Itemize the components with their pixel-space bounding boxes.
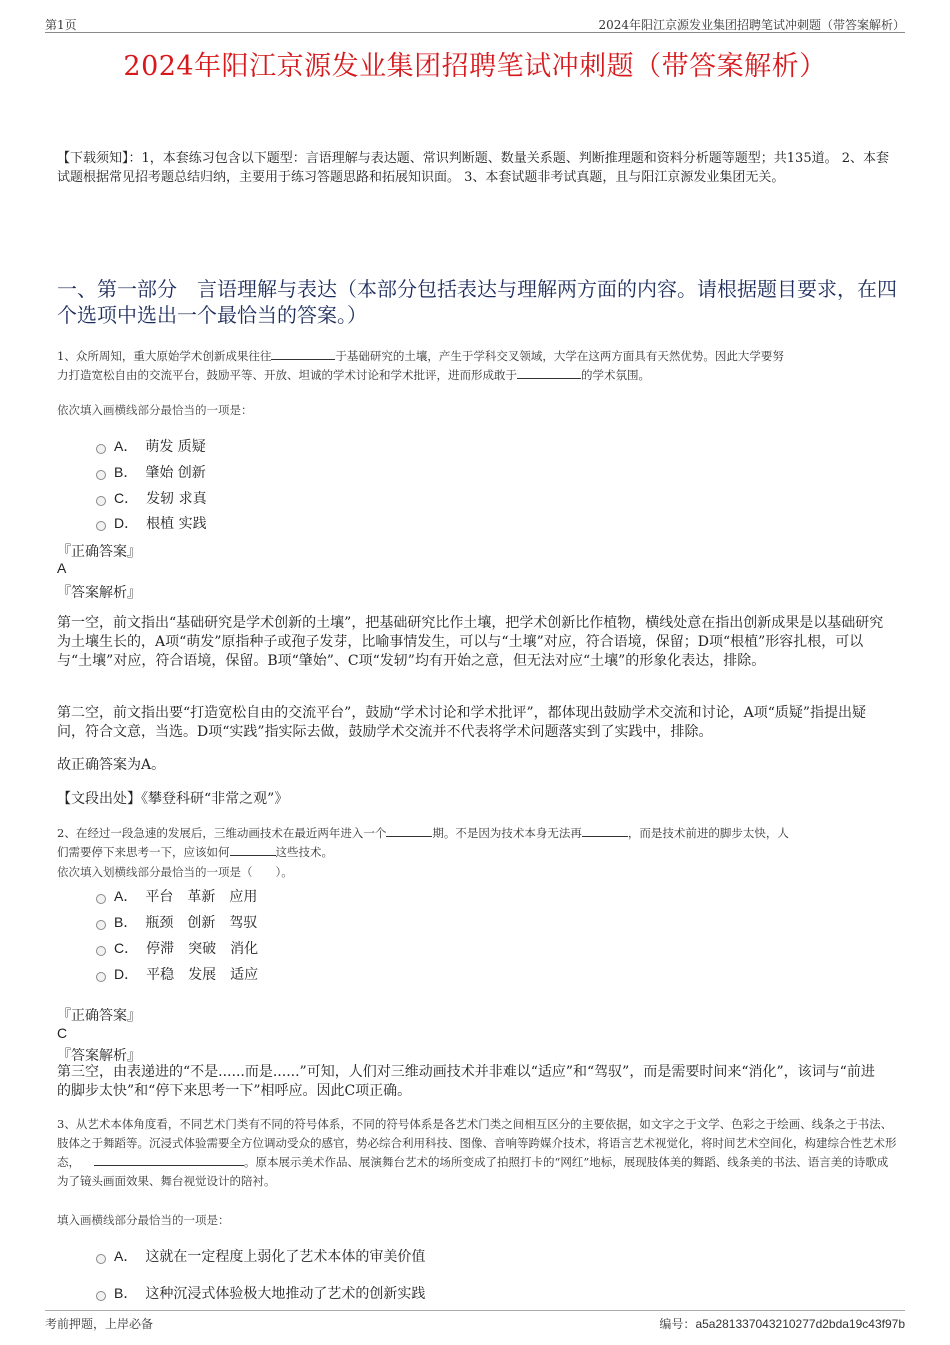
q1-option-a[interactable]: A． 萌发 质疑 bbox=[96, 436, 206, 456]
page-number: 第1页 bbox=[45, 18, 77, 32]
header-divider bbox=[45, 32, 905, 33]
radio-button[interactable] bbox=[96, 496, 106, 506]
radio-button[interactable] bbox=[96, 1291, 106, 1301]
radio-button[interactable] bbox=[96, 920, 106, 930]
question-1-hint: 依次填入画横线部分最恰当的一项是： bbox=[57, 403, 253, 417]
q2-option-c[interactable]: C． 停滞 突破 消化 bbox=[96, 938, 258, 958]
q2-answer-label: 『正确答案』 bbox=[57, 1008, 141, 1024]
q2-analysis: 第三空，由表递进的“不是......而是......”可知，人们对三维动画技术并非难以“适应”和“驾驭”，而是需要时间来“消化”，该词与“前进的脚步太快”和“停下来思考一下”相呼应。因此C项正确。 bbox=[57, 1064, 875, 1099]
question-3-hint: 填入画横线部分最恰当的一项是： bbox=[57, 1213, 230, 1227]
question-1-text: 1、众所周知，重大原始学术创新成果往往 于基础研究的土壤，产生于学科交叉领域，大学在这两方面具有天然优势。因此大学要努 力打造宽松自由的交流平台，鼓励平等、开放、坦诚的学术讨论和学术批评，进而形成敢于 的学术氛围。 bbox=[57, 349, 784, 382]
q3-option-b[interactable]: B． 这种沉浸式体验极大地推动了艺术的创新实践 bbox=[96, 1283, 425, 1303]
footer-slogan: 考前押题，上岸必备 bbox=[45, 1317, 154, 1331]
question-3-text: 3、从艺术本体角度看，不同艺术门类有不同的符号体系，不同的符号体系是各艺术门类之间相互区分的主要依据，如文字之于文学、色彩之于绘画、线条之于书法、肢体之于舞蹈等。沉浸式体验需要全方位调动受众的感官，势必综合利用科技、图像、音响等跨媒介技术，将语言艺术视觉化，将时间艺术空间化，构建综合性艺术形态， 。原本展示美术作品、展演舞台艺术的场所变成了拍照打卡的“网红”地标，展现肢体美的舞蹈、线条美的书法、语言美的诗歌成为了镜头画面效果、舞台视觉设计的陪衬。 bbox=[57, 1117, 897, 1188]
page-title: 2024年阳江京源发业集团招聘笔试冲刺题（带答案解析） bbox=[123, 51, 827, 82]
q1-analysis-label: 『答案解析』 bbox=[57, 585, 141, 601]
q1-option-c[interactable]: C． 发轫 求真 bbox=[96, 488, 207, 508]
q2-option-d[interactable]: D． 平稳 发展 适应 bbox=[96, 964, 258, 984]
running-header-title: 2024年阳江京源发业集团招聘笔试冲刺题（带答案解析） bbox=[598, 18, 905, 32]
q2-option-a[interactable]: A． 平台 革新 应用 bbox=[96, 886, 257, 906]
q1-analysis-paragraph-2: 第二空，前文指出要“打造宽松自由的交流平台”，鼓励“学术讨论和学术批评”，都体现出鼓励学术交流和讨论，A项“质疑”指提出疑问，符合文意，当选。D项“实践”指实际去做，鼓励学术交流并不代表将学术问题落实到了实践中，排除。 bbox=[57, 705, 867, 740]
question-2-text: 2、在经过一段急速的发展后，三维动画技术在最近两年进入一个 期。不是因为技术本身无法再 ，而是技术前进的脚步太快，人 们需要停下来思考一下，应该如何 这些技术。 bbox=[57, 826, 789, 859]
download-notice: 【下载须知】：1，本套练习包含以下题型：言语理解与表达题、常识判断题、数量关系题、判断推理题和资料分析题等题型；共135道。 2、本套试题根据常见招考题总结归纳，主要用于练习答题思路和拓展知识面。 3、本套试题非考试真题，且与阳江京源发业集团无关。 bbox=[57, 151, 889, 185]
radio-button[interactable] bbox=[96, 946, 106, 956]
q1-option-d[interactable]: D． 根植 实践 bbox=[96, 513, 207, 533]
section-heading: 一、第一部分 言语理解与表达（本部分包括表达与理解两方面的内容。请根据题目要求，在四个选项中选出一个最恰当的答案。） bbox=[57, 277, 897, 327]
radio-button[interactable] bbox=[96, 444, 106, 454]
q3-option-a[interactable]: A． 这就在一定程度上弱化了艺术本体的审美价值 bbox=[96, 1246, 425, 1266]
q1-option-b[interactable]: B． 肇始 创新 bbox=[96, 462, 206, 482]
radio-button[interactable] bbox=[96, 894, 106, 904]
q1-source: 【文段出处】《攀登科研“非常之观”》 bbox=[57, 791, 289, 807]
footer-divider bbox=[45, 1310, 905, 1311]
q2-analysis-label: 『答案解析』 bbox=[57, 1048, 141, 1064]
radio-button[interactable] bbox=[96, 972, 106, 982]
radio-button[interactable] bbox=[96, 470, 106, 480]
q2-answer: C bbox=[57, 1025, 68, 1041]
q1-analysis-conclusion: 故正确答案为A。 bbox=[57, 757, 166, 773]
q1-answer: A bbox=[57, 560, 67, 576]
q1-answer-label: 『正确答案』 bbox=[57, 544, 141, 560]
radio-button[interactable] bbox=[96, 1254, 106, 1264]
q1-analysis-paragraph-1: 第一空，前文指出“基础研究是学术创新的土壤”，把基础研究比作土壤，把学术创新比作植物，横线处意在指出创新成果是以基础研究为土壤生长的，A项“萌发”原指种子或孢子发芽，比喻事情发生，可以与“土壤”对应，符合语境，保留；D项“根植”形容扎根，可以与“土壤”对应，符合语境，保留。B项“肇始”、C项“发轫”均有开始之意，但无法对应“土壤”的形象化表达，排除。 bbox=[57, 615, 884, 669]
question-2-hint: 依次填入划横线部分最恰当的一项是（ ）。 bbox=[57, 865, 293, 879]
footer-code: 编号：a5a281337043210277d2bda19c43f97b bbox=[659, 1317, 905, 1331]
q2-option-b[interactable]: B． 瓶颈 创新 驾驭 bbox=[96, 912, 257, 932]
radio-button[interactable] bbox=[96, 521, 106, 531]
